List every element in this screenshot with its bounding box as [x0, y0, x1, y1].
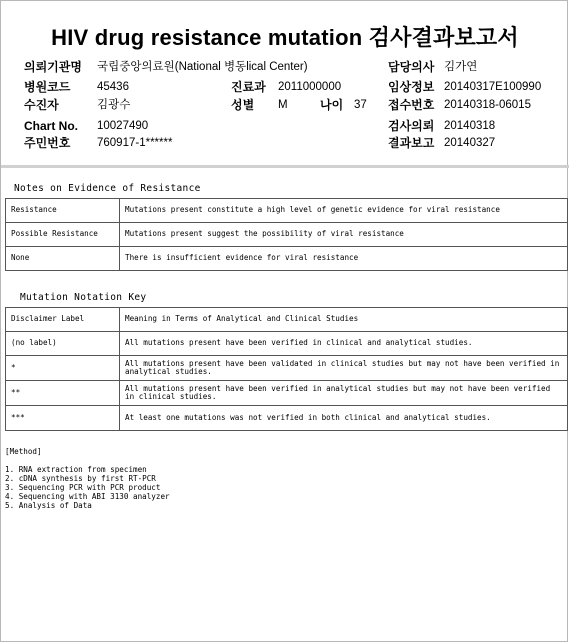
age-label: 나이 [320, 98, 344, 112]
evidence-meaning: There is insufficient evidence for viral resistance [120, 247, 568, 271]
sex-label: 성별 [231, 98, 255, 112]
table-row [6, 247, 568, 271]
notation-label: (no label) [6, 332, 120, 356]
patient-value: 김광수 [97, 99, 131, 111]
notation-label: * [6, 356, 120, 381]
evidence-label: Resistance [6, 199, 120, 223]
age-value: 37 [354, 99, 367, 111]
notation-table [5, 307, 568, 431]
method-step: 2. cDNA synthesis by first RT-PCR [5, 474, 156, 483]
patient-label: 수진자 [24, 98, 59, 112]
notation-meaning: All mutations present have been validated in clinical studies but may not have been verified in analytical studies. [120, 356, 568, 381]
table-row [6, 199, 568, 223]
institution-label: 의뢰기관명 [24, 60, 82, 74]
method-step: 4. Sequencing with ABI 3130 analyzer [5, 492, 170, 501]
notation-meaning: All mutations present have been verified in analytical studies but may not have been verified in clinical studies. [120, 381, 568, 406]
doctor-label: 담당의사 [388, 60, 435, 74]
report-date-label: 결과보고 [388, 136, 435, 150]
department-label: 진료과 [231, 80, 266, 94]
ward-code-value: 45436 [97, 81, 129, 93]
request-date-label: 검사의뢰 [388, 119, 435, 133]
notation-label: ** [6, 381, 120, 406]
institution-value: 국립중앙의료원(National 병동lical Center) [97, 61, 308, 73]
ward-code-label: 병원코드 [24, 80, 71, 94]
notation-meaning: At least one mutations was not verified in both clinical and analytical studies. [120, 406, 568, 431]
table-row [6, 356, 568, 381]
table-row [6, 381, 568, 406]
evidence-meaning: Mutations present suggest the possibility of viral resistance [120, 223, 568, 247]
header-divider [1, 165, 569, 168]
department-value: 2011000000 [278, 81, 342, 93]
column-header-meaning: Meaning in Terms of Analytical and Clinical Studies [120, 308, 568, 332]
table-header-row [6, 308, 568, 332]
method-step: 3. Sequencing PCR with PCR product [5, 483, 161, 492]
report-date-value: 20140327 [444, 137, 496, 149]
column-header-label: Disclaimer Label [6, 308, 120, 332]
evidence-table [5, 198, 568, 271]
notation-label: *** [6, 406, 120, 431]
evidence-label: None [6, 247, 120, 271]
table-row [6, 406, 568, 431]
notation-section-title: Mutation Notation Key [20, 292, 147, 303]
clinical-info-value: 20140317E100990 [444, 81, 542, 93]
chart-no-value: 10027490 [97, 120, 149, 132]
table-row [6, 332, 568, 356]
method-step: 1. RNA extraction from specimen [5, 465, 147, 474]
evidence-meaning: Mutations present constitute a high level of genetic evidence for viral resistance [120, 199, 568, 223]
method-step: 5. Analysis of Data [5, 501, 92, 510]
evidence-label: Possible Resistance [6, 223, 120, 247]
notation-meaning: All mutations present have been verified in clinical and analytical studies. [120, 332, 568, 356]
report-title: HIV drug resistance mutation 검사결과보고서 [51, 25, 519, 50]
chart-no-label: Chart No. [24, 119, 78, 133]
request-date-value: 20140318 [444, 120, 496, 132]
sex-value: M [278, 99, 288, 111]
doctor-value: 김가연 [444, 61, 478, 73]
resident-no-value: 760917-1****** [97, 137, 173, 149]
table-row [6, 223, 568, 247]
clinical-info-label: 임상정보 [388, 80, 435, 94]
resident-no-label: 주민번호 [24, 136, 71, 150]
evidence-section-title: Notes on Evidence of Resistance [14, 183, 201, 194]
receipt-no-value: 20140318-06015 [444, 99, 531, 111]
method-heading: [Method] [5, 447, 42, 456]
receipt-no-label: 접수번호 [388, 98, 435, 112]
